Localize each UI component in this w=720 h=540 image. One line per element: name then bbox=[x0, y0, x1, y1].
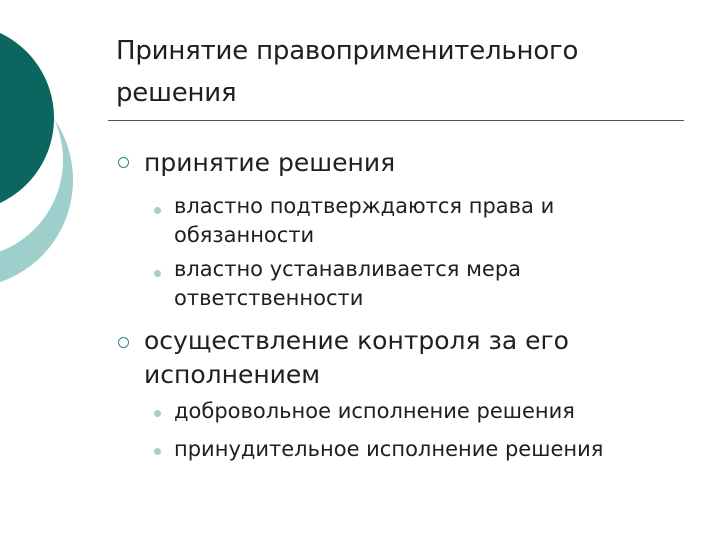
sub-bullet-line-2: обязанности bbox=[174, 223, 315, 247]
bullet-line-1: осуществление контроля за его bbox=[144, 326, 569, 355]
bullet-ring-icon bbox=[118, 157, 129, 168]
bullet-level1-item bbox=[144, 324, 684, 392]
bullet-line-2: исполнением bbox=[144, 360, 321, 389]
bullet-ring-icon bbox=[118, 337, 129, 348]
sub-bullet-item bbox=[174, 254, 674, 314]
sub-bullet-dot-icon bbox=[154, 207, 161, 214]
sub-bullet-line-2: ответственности bbox=[174, 286, 364, 310]
decorative-circles bbox=[0, 0, 120, 300]
sub-bullet-item: добровольное исполнение решения bbox=[174, 399, 575, 423]
sub-bullet-dot-icon bbox=[154, 270, 161, 277]
slide-title-line-1: Принятие правоприменительного bbox=[116, 36, 579, 66]
slide-title-line-2: решения bbox=[116, 78, 237, 108]
sub-bullet-item: принудительное исполнение решения bbox=[174, 437, 604, 461]
bullet-level1-item: принятие решения bbox=[144, 148, 396, 177]
sub-bullet-dot-icon bbox=[154, 448, 161, 455]
sub-bullet-dot-icon bbox=[154, 410, 161, 417]
sub-bullet-line-1: властно подтверждаются права и bbox=[174, 194, 555, 218]
sub-bullet-line-1: властно устанавливается мера bbox=[174, 257, 522, 281]
title-divider bbox=[108, 120, 684, 121]
sub-bullet-item bbox=[174, 191, 674, 251]
slide-title bbox=[116, 30, 676, 114]
